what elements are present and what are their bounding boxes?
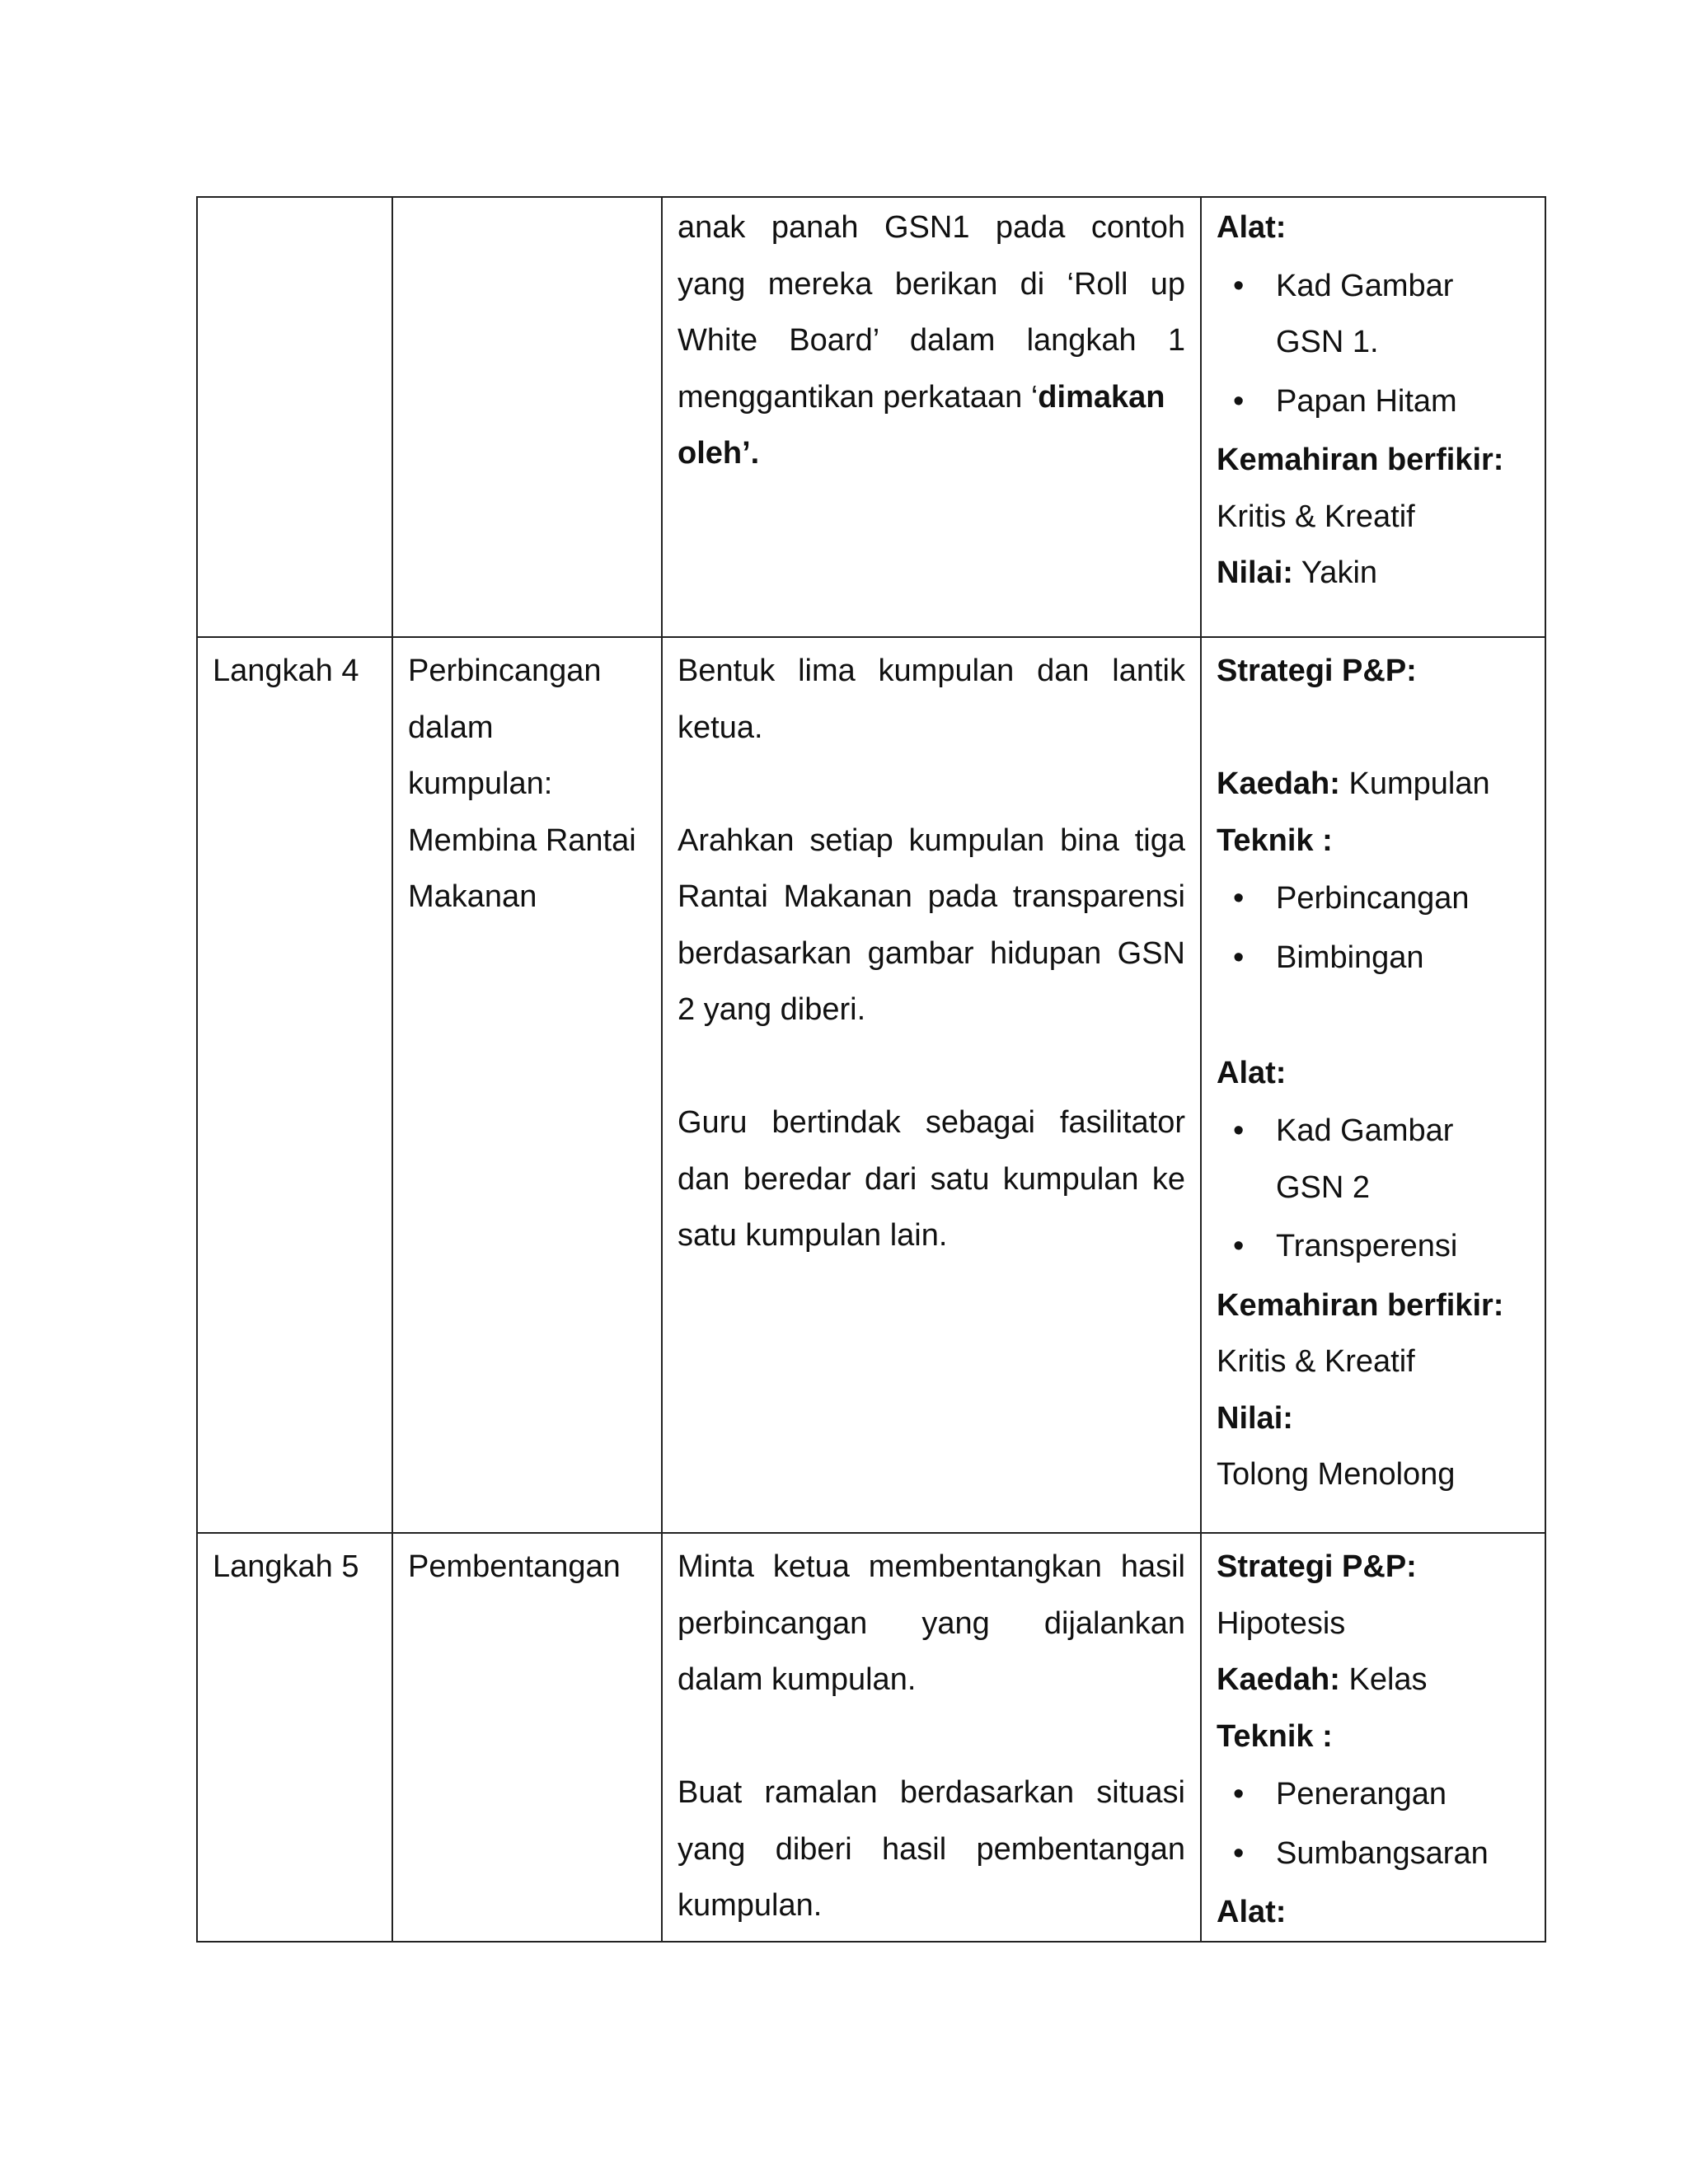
kemahiran-label: Kemahiran berfikir: [1217,1287,1504,1323]
content-paragraph: Guru bertindak sebagai fasilitator dan beredar dari satu kumpulan ke satu kumpulan lain. [678,1105,1185,1253]
spacer [1217,700,1530,757]
kaedah-value: Kelas [1348,1662,1428,1697]
nilai-value: Tolong Menolong [1217,1457,1456,1492]
list-item-text: Kad Gambar GSN 2 [1276,1113,1454,1205]
teknik-list [1217,870,1530,986]
list-item [1217,1766,1530,1823]
list-item [1217,1218,1530,1275]
table-row [197,1533,1545,1942]
kemahiran-value: Kritis & Kreatif [1217,499,1415,534]
activity-line: Makanan [408,879,537,914]
content-cell [662,637,1201,1533]
content-line: White Board’ dalam langkah 1 [678,323,1185,358]
teknik-label: Teknik : [1217,1718,1333,1754]
kemahiran-value: Kritis & Kreatif [1217,1344,1415,1379]
activity-line: Perbincangan [408,654,602,688]
content-line: yang mereka berikan di ‘Roll up [678,266,1185,302]
activity-line: kumpulan: [408,766,553,801]
bullet-icon: • [1233,1113,1245,1148]
content-cell [662,1533,1201,1942]
list-item-text: Sumbangsaran [1276,1835,1489,1871]
list-item [1217,373,1530,430]
content-cell [662,197,1201,637]
table-row [197,197,1545,637]
activity-line: Membina Rantai [408,823,636,858]
alat-label: Alat: [1217,210,1287,245]
list-item-text: Bimbingan [1276,940,1424,975]
strategi-label: Strategi P&P: [1217,654,1417,688]
bullet-icon: • [1233,383,1245,419]
alat-label: Alat: [1217,1055,1287,1090]
activity-cell [392,197,662,637]
bullet-icon: • [1233,940,1245,975]
kaedah-label: Kaedah: [1217,766,1340,801]
bullet-icon: • [1233,1229,1245,1263]
list-item-text: Penerangan [1276,1777,1447,1811]
alat-list [1217,1103,1530,1275]
teknik-label: Teknik : [1217,823,1333,858]
spacer [678,1708,1185,1765]
kaedah-value: Kumpulan [1348,766,1490,801]
lesson-plan-table [196,196,1546,1943]
kaedah-line [1217,1652,1530,1708]
content-paragraph: Minta ketua membentangkan hasil perbincangan yang dijalankan dalam kumpulan. [678,1549,1185,1697]
strategi-label: Strategi P&P: [1217,1549,1417,1584]
step-cell: Langkah 4 [197,637,392,1533]
list-item [1217,930,1530,987]
activity-line: dalam [408,710,494,745]
bullet-icon: • [1233,881,1245,916]
spacer [678,1038,1185,1095]
list-item [1217,1103,1530,1216]
content-text: menggantikan perkataan ‘ [678,379,1039,415]
activity-cell [392,637,662,1533]
nilai-value: Yakin [1301,555,1378,590]
activity-line: Pembentangan [408,1549,621,1584]
notes-cell [1201,197,1545,637]
notes-cell [1201,637,1545,1533]
content-line: anak panah GSN1 pada contoh [678,210,1185,245]
strategi-value: Hipotesis [1217,1605,1346,1641]
spacer [678,756,1185,813]
activity-cell [392,1533,662,1942]
kaedah-label: Kaedah: [1217,1662,1340,1697]
bullet-icon: • [1233,1835,1245,1871]
step-cell: Langkah 5 [197,1533,392,1942]
list-item-text: Transperensi [1276,1229,1458,1263]
content-paragraph: Bentuk lima kumpulan dan lantik ketua. [678,654,1185,745]
content-bold-text: dimakan [1038,379,1165,415]
list-item-text: Kad Gambar GSN 1. [1276,268,1454,359]
step-cell [197,197,392,637]
notes-cell [1201,1533,1545,1942]
nilai-label: Nilai: [1217,555,1293,590]
kaedah-line [1217,756,1530,813]
kemahiran-label: Kemahiran berfikir: [1217,443,1504,477]
list-item [1217,1825,1530,1882]
list-item [1217,870,1530,927]
nilai-line [1217,545,1530,602]
spacer [1217,988,1530,1045]
list-item-text: Papan Hitam [1276,383,1457,419]
alat-list [1217,258,1530,430]
list-item [1217,258,1530,371]
alat-label: Alat: [1217,1895,1287,1929]
content-bold-text: oleh’. [678,436,760,471]
bullet-icon: • [1233,1777,1245,1811]
content-line [678,369,1185,426]
nilai-label: Nilai: [1217,1400,1293,1436]
content-paragraph: Arahkan setiap kumpulan bina tiga Rantai Makanan pada transparensi berdasarkan gambar hidupan GSN 2 yang diberi. [678,823,1185,1027]
table-row [197,637,1545,1533]
teknik-list [1217,1766,1530,1882]
bullet-icon: • [1233,268,1245,303]
list-item-text: Perbincangan [1276,881,1470,916]
content-paragraph: Buat ramalan berdasarkan situasi yang diberi hasil pembentangan kumpulan. [678,1775,1185,1923]
